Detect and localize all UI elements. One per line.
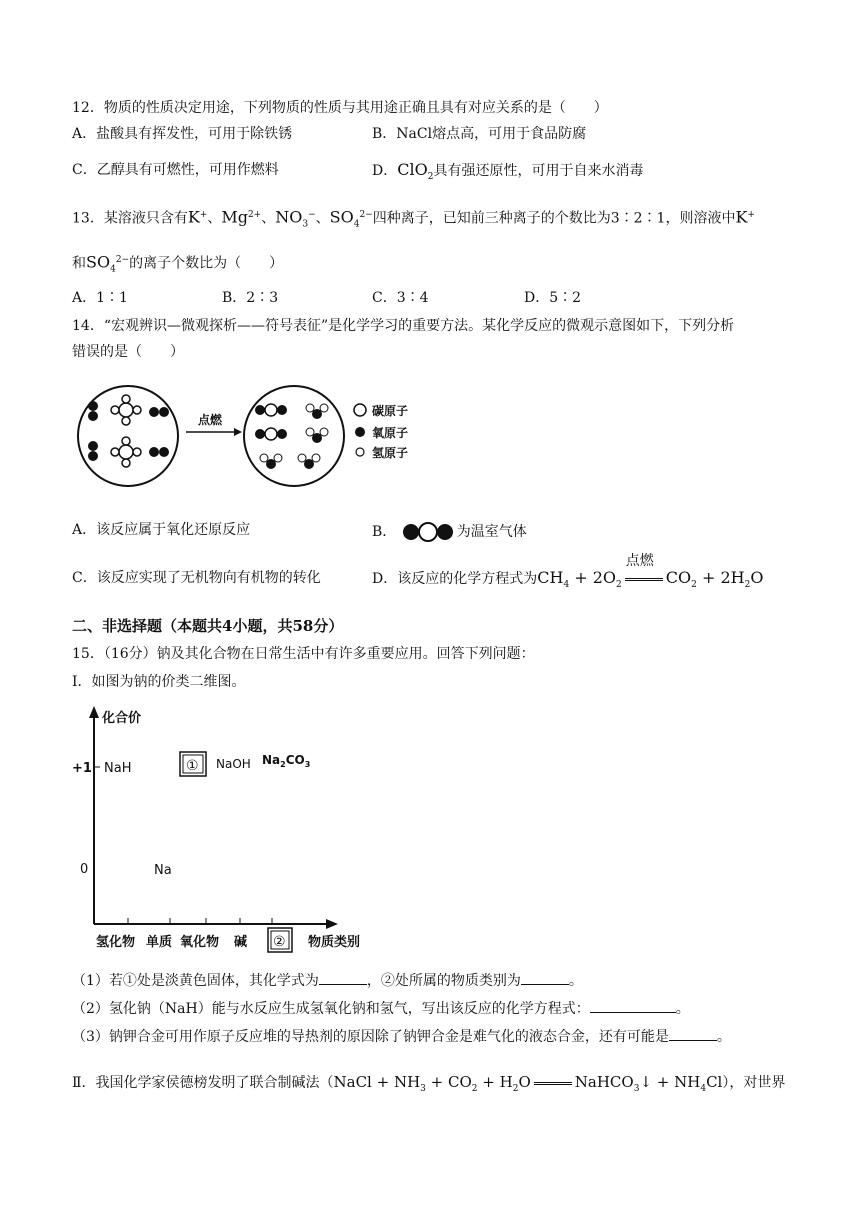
legend-oxygen (355, 425, 408, 440)
q15-stem: 15．（16分）钠及其化合物在日常生活中有许多重要应用。回答下列问题： (72, 646, 535, 662)
x-cat-hydride: 氢化物 (96, 935, 136, 950)
tick-plus1: +1 (72, 761, 92, 776)
point-na: Na (154, 863, 172, 878)
q14-option-c: C．该反应实现了无机物向有机物的转化 (72, 570, 321, 586)
point-naoh: NaOH (216, 757, 251, 771)
svg-text:氧原子: 氧原子 (372, 426, 409, 440)
svg-text:碳原子: 碳原子 (372, 404, 409, 418)
co2-molecule (255, 428, 287, 440)
section-heading: 二、非选择题（本题共4小题，共58分） (72, 617, 344, 635)
q13-option-b: B．2∶3 (222, 290, 279, 306)
q13-option-a: A．1∶1 (72, 290, 128, 306)
q14-option-b: B． 为温室气体 (372, 520, 527, 544)
q15-sub3: （3）钠钾合金可用作原子反应堆的导热剂的原因除了钠钾合金是难气化的液态合金，还有可能是 。 (72, 1026, 731, 1047)
point-na2co3: $Na_2CO_3$ (262, 753, 311, 769)
o2-molecule (149, 447, 169, 457)
o2-molecule (88, 401, 98, 421)
q12-option-b: B．NaCl熔点高，可用于食品防腐 (372, 126, 587, 142)
co2-molecule (255, 404, 287, 416)
q15-part1-intro: Ⅰ．如图为钠的价类二维图。 (72, 674, 246, 690)
q12-option-c: C．乙醇具有可燃性，可用作燃料 (72, 162, 279, 178)
co2-molecule-icon (401, 520, 457, 544)
ch4-molecule (111, 437, 141, 467)
arrow-label: 点燃 (198, 413, 223, 427)
h2o-molecule (306, 404, 328, 419)
q12-option-d: D．ClO$_2$具有强还原性，可用于自来水消毒 (372, 160, 644, 182)
h2o-molecule (260, 454, 282, 469)
q15-sub1: （1）若①处是淡黄色固体，其化学式为 ，②处所属的物质类别为 。 (72, 970, 583, 991)
answer-blank-1[interactable] (319, 970, 367, 985)
q13-option-c: C．3∶4 (372, 290, 429, 306)
x-axis-label: 物质类别 (308, 935, 361, 950)
h2o-molecule (298, 454, 320, 469)
reaction-diagram (72, 374, 432, 504)
legend-carbon (354, 403, 408, 418)
q13-stem-line2: 和$SO_4^{2-}$的离子个数比为（ ） (72, 252, 284, 275)
legend-hydrogen (356, 445, 408, 460)
svg-text:氢原子: 氢原子 (372, 446, 409, 460)
svg-text:②: ② (273, 934, 286, 950)
q14-stem-line2: 错误的是（ ） (72, 344, 184, 360)
q13-stem: 13．某溶液只含有K+、$Mg^{2+}$、$NO_3^-$、$SO_4^{2-}$四种离子，已知前三种离子的个数比为3∶2∶1，则溶液中K+ (72, 207, 755, 230)
y-axis-label: 化合价 (102, 711, 142, 726)
o2-molecule (149, 407, 169, 417)
h2o-molecule (306, 428, 328, 443)
tick-zero: 0 (80, 862, 89, 877)
q14-option-a: A．该反应属于氧化还原反应 (72, 522, 251, 538)
q12-stem: 12．物质的性质决定用途，下列物质的性质与其用途正确且具有对应关系的是（ ） (72, 100, 608, 116)
answer-blank-2[interactable] (521, 970, 569, 985)
x-cat-base: 碱 (234, 935, 248, 950)
q14-option-d: D．该反应的化学方程式为$CH_4 + 2O_2$ 点燃 $CO_2 + 2H_2O$ (372, 553, 764, 591)
ch4-molecule (111, 395, 141, 425)
q15-part2: Ⅱ．我国化学家侯德榜发明了联合制碱法（NaCl + $NH_3 + CO_2 + H_2O$ NaHCO$_3$↓ + $NH_4Cl$），对世界 (72, 1073, 786, 1094)
sodium-valence-chart (72, 702, 372, 958)
answer-blank-3[interactable] (590, 998, 676, 1013)
x-cat-oxide: 氧化物 (180, 935, 220, 950)
point-nah: NaH (104, 761, 132, 776)
q15-sub2: （2）氢化钠（NaH）能与水反应生成氢氧化钠和氢气，写出该反应的化学方程式： 。 (72, 998, 690, 1019)
q14-stem: 14．“宏观辨识—微观探析——符号表征”是化学学习的重要方法。某化学反应的微观示意图如下，下列分析 (72, 318, 735, 334)
svg-text:①: ① (186, 758, 199, 774)
q13-option-d: D．5∶2 (524, 290, 582, 306)
o2-molecule (88, 441, 98, 461)
answer-blank-4[interactable] (669, 1026, 717, 1041)
q12-option-a: A．盐酸具有挥发性，可用于除铁锈 (72, 126, 293, 142)
x-cat-element: 单质 (146, 935, 173, 950)
